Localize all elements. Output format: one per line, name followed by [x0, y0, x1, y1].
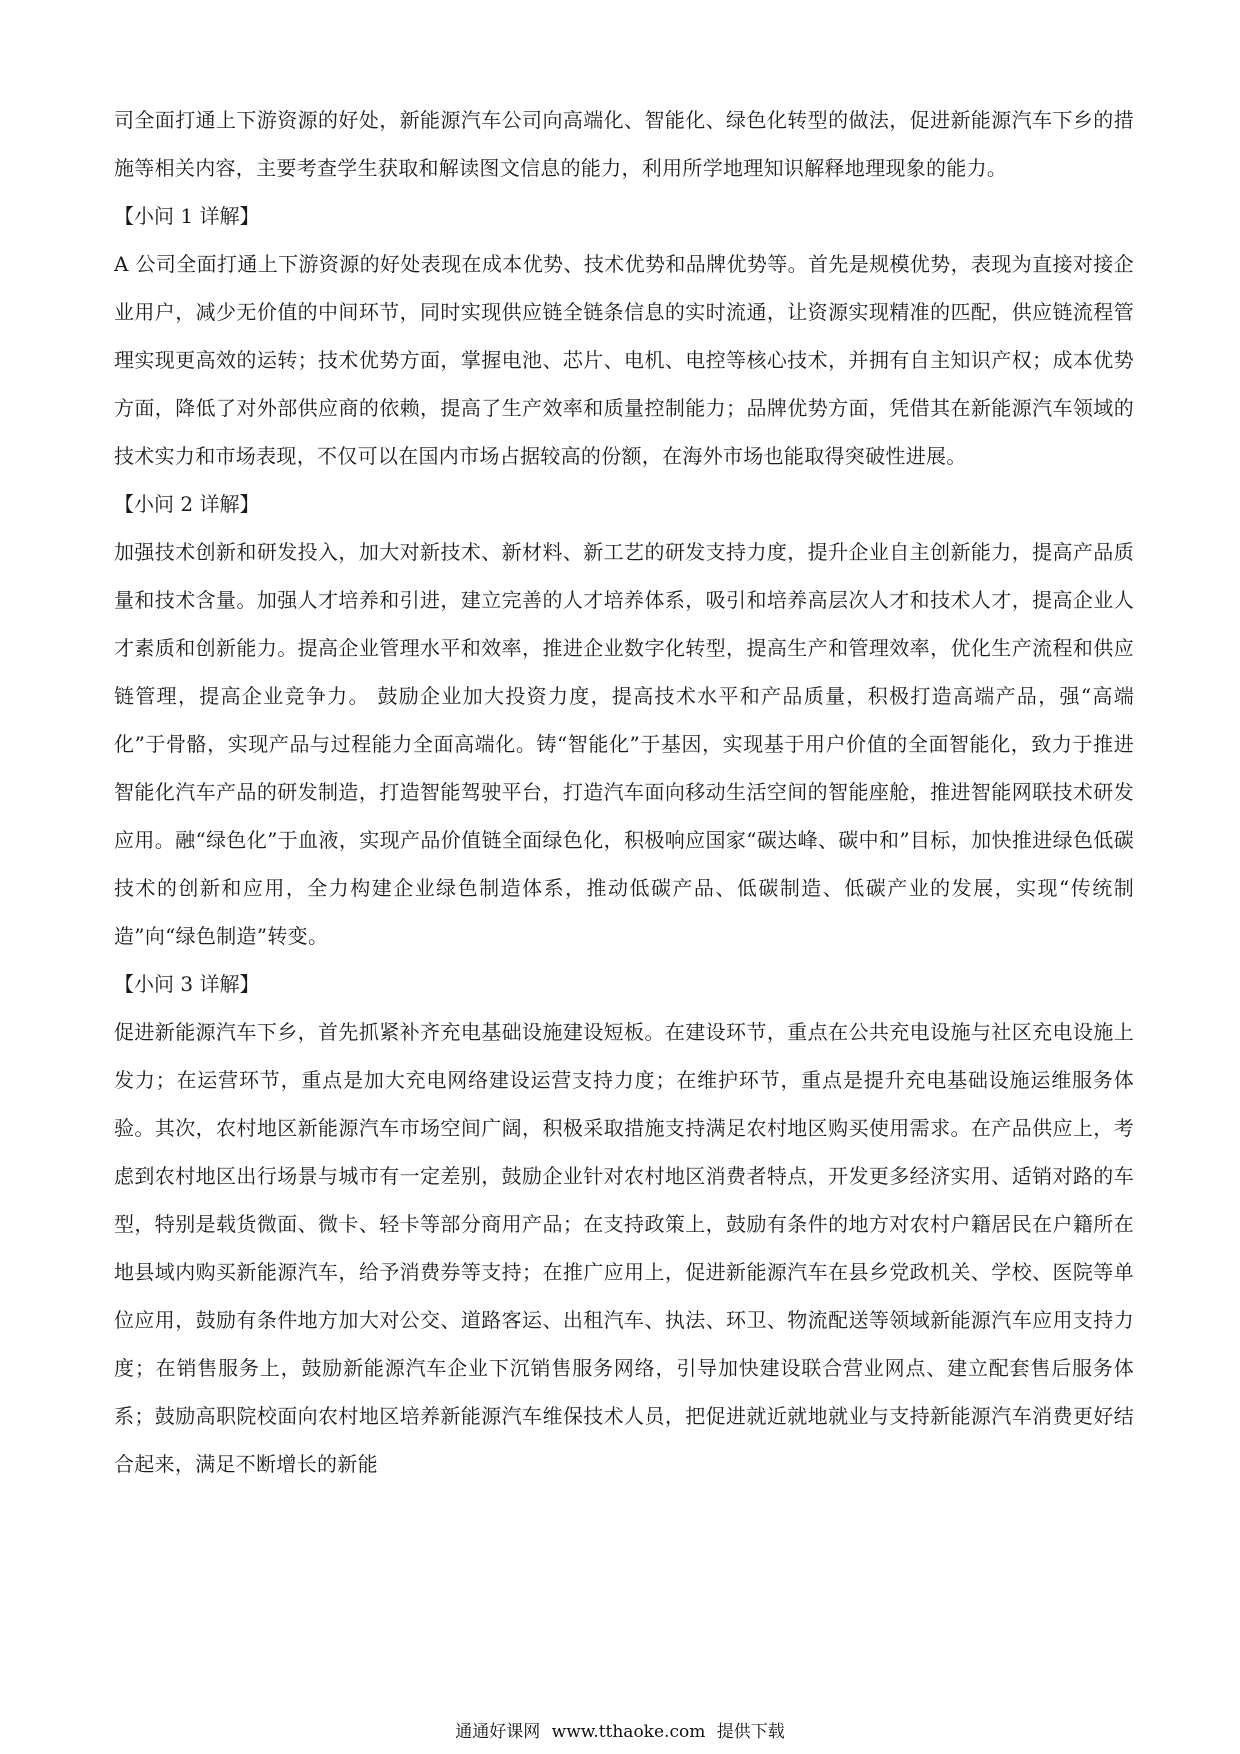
question-2-heading: 【小问 2 详解】: [114, 492, 260, 516]
question-3-answer: 促进新能源汽车下乡，首先抓紧补齐充电基础设施建设短板。在建设环节，重点在公共充电设施与社区充电设施上发力；在运营环节，重点是加大充电网络建设运营支持力度；在维护环节，重点是提升充电基础设施运维服务体验。其次，农村地区新能源汽车市场空间广阔，积极采取措施支持满足农村地区购买使用需求。在产品供应上，考虑到农村地区出行场景与城市有一定差别，鼓励企业针对农村地区消费者特点，开发更多经济实用、适销对路的车型，特别是载货微面、微卡、轻卡等部分商用产品；在支持政策上，鼓励有条件的地方对农村户籍居民在户籍所在地县域内购买新能源汽车，给予消费券等支持；在推广应用上，促进新能源汽车在县乡党政机关、学校、医院等单位应用，鼓励有条件地方加大对公交、道路客运、出租汽车、执法、环卫、物流配送等领域新能源汽车应用支持力度；在销售服务上，鼓励新能源汽车企业下沉销售服务网络，引导加快建设联合营业网点、建立配套售后服务体系；鼓励高职院校面向农村地区培养新能源汽车维保技术人员，把促进就近就地就业与支持新能源汽车消费更好结合起来，满足不断增长的新能: [114, 1020, 1134, 1476]
footer-url-link[interactable]: www.tthaoke.com: [551, 1722, 706, 1742]
footer-site-name: 通通好课网: [455, 1722, 541, 1742]
footer-suffix: 提供下载: [716, 1722, 785, 1742]
page-footer: [0, 1720, 1240, 1744]
question-2-answer: 加强技术创新和研发投入，加大对新技术、新材料、新工艺的研发支持力度，提升企业自主创新能力，提高产品质量和技术含量。加强人才培养和引进，建立完善的人才培养体系，吸引和培养高层次人才和技术人才，提高企业人才素质和创新能力。提高企业管理水平和效率，推进企业数字化转型，提高生产和管理效率，优化生产流程和供应链管理，提高企业竞争力。 鼓励企业加大投资力度，提高技术水平和产品质量，积极打造高端产品，强“高端化”于骨骼，实现产品与过程能力全面高端化。铸“智能化”于基因，实现基于用户价值的全面智能化，致力于推进智能化汽车产品的研发制造，打造智能驾驶平台，打造汽车面向移动生活空间的智能座舱，推进智能网联技术研发应用。融“绿色化”于血液，实现产品价值链全面绿色化，积极响应国家“碳达峰、碳中和”目标，加快推进绿色低碳技术的创新和应用，全力构建企业绿色制造体系，推动低碳产品、低碳制造、低碳产业的发展，实现“传统制造”向“绿色制造”转变。: [114, 540, 1134, 948]
question-3-heading: 【小问 3 详解】: [114, 972, 260, 996]
intro-paragraph: 司全面打通上下游资源的好处，新能源汽车公司向高端化、智能化、绿色化转型的做法，促进新能源汽车下乡的措施等相关内容，主要考查学生获取和解读图文信息的能力，利用所学地理知识解释地理现象的能力。: [114, 108, 1134, 180]
document-body: [114, 96, 1134, 1488]
question-1-heading: 【小问 1 详解】: [114, 204, 260, 228]
question-1-answer: A 公司全面打通上下游资源的好处表现在成本优势、技术优势和品牌优势等。首先是规模优势，表现为直接对接企业用户，减少无价值的中间环节，同时实现供应链全链条信息的实时流通，让资源实现精准的匹配，供应链流程管理实现更高效的运转；技术优势方面，掌握电池、芯片、电机、电控等核心技术，并拥有自主知识产权；成本优势方面，降低了对外部供应商的依赖，提高了生产效率和质量控制能力；品牌优势方面，凭借其在新能源汽车领域的技术实力和市场表现，不仅可以在国内市场占据较高的份额，在海外市场也能取得突破性进展。: [114, 252, 1134, 468]
